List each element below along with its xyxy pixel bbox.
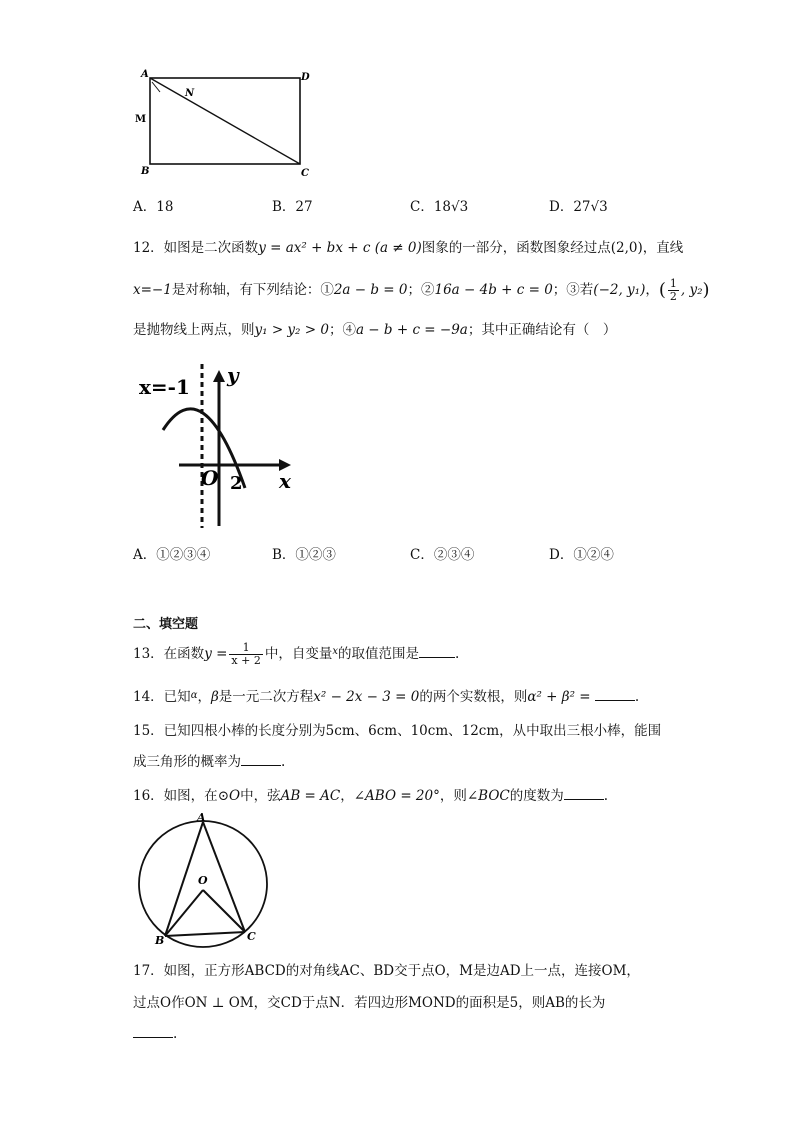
denominator: x + 2: [231, 654, 261, 667]
q14-line: [133, 686, 639, 707]
math-inequality: y₁ > y₂ > 0: [254, 322, 329, 338]
label-m: M: [135, 114, 147, 125]
text: 16．如图，在: [133, 788, 218, 804]
paren-open: (: [658, 279, 666, 301]
q11-option-c[interactable]: [410, 197, 468, 217]
text: ；其中正确结论有（ ）: [467, 322, 617, 338]
q12-line-1: [133, 238, 683, 258]
q11-option-a[interactable]: [133, 197, 173, 217]
label-c: C: [301, 168, 309, 179]
math-conclusion-2: 16a − 4b + c = 0: [434, 282, 553, 298]
q17-line-3: [133, 1023, 177, 1044]
math-ask: ∠BOC: [466, 788, 510, 804]
math-alpha: α: [190, 690, 198, 701]
q12-option-d[interactable]: [549, 545, 614, 565]
answer-blank[interactable]: [595, 686, 635, 701]
denominator: 2: [669, 290, 677, 303]
math-x: x: [332, 646, 338, 657]
label-o: O: [198, 874, 208, 887]
segment-ob: [165, 890, 203, 936]
numerator: 1: [669, 277, 677, 290]
text: ，: [340, 788, 354, 804]
option-letter: A．: [133, 547, 157, 563]
q11-option-d[interactable]: [549, 197, 608, 217]
option-letter: C．: [410, 199, 434, 215]
text: ；④: [328, 322, 356, 338]
text: 成三角形的概率为: [133, 754, 241, 770]
math-point-1: (−2, y₁): [593, 282, 646, 298]
x-label: x: [279, 469, 291, 493]
answer-blank[interactable]: [133, 1023, 173, 1038]
text: ，直线: [642, 240, 684, 256]
text: ；②: [407, 282, 435, 298]
math-y2: , y₂: [680, 282, 703, 298]
math-point: (2,0): [610, 240, 643, 256]
segment-oc: [203, 890, 245, 932]
option-letter: A．: [133, 199, 157, 215]
q12-option-a[interactable]: [133, 545, 210, 565]
label-a: A: [141, 69, 149, 80]
q12-line-3: [133, 320, 616, 340]
math-conclusion-4: a − b + c = −9a: [355, 322, 468, 338]
text: ；③若: [552, 282, 594, 298]
numerator: 1: [229, 642, 262, 655]
text: 13．在函数: [133, 646, 205, 662]
symmetry-label: x=-1: [139, 375, 190, 399]
math-beta: β: [210, 689, 219, 705]
math-expression: α² + β² =: [527, 689, 591, 705]
option-letter: C．: [410, 547, 434, 563]
math-equation: x² − 2x − 3 = 0: [313, 689, 420, 705]
option-text: 18√3: [433, 199, 469, 215]
text: ，: [197, 689, 211, 705]
option-text: ①②④: [573, 547, 614, 563]
q15-line-1: 15．已知四根小棒的长度分别为5cm、6cm、10cm、12cm，从中取出三根小棒，能围: [133, 723, 662, 739]
option-letter: D．: [549, 199, 574, 215]
parabola-figure: [133, 360, 303, 532]
q13-line: [133, 642, 459, 667]
math-axis: x=−1: [133, 282, 172, 298]
q17-line-2: 过点O作ON ⊥ OM，交CD于点N．若四边形MOND的面积是5，则AB的长为: [133, 995, 606, 1011]
chord-ac: [203, 822, 245, 932]
paren-close: ): [702, 279, 710, 301]
q16-line: [133, 785, 608, 806]
text: 图象的一部分，函数图象经过点: [421, 240, 611, 256]
rectangle-figure: [130, 66, 330, 184]
option-text: 27: [295, 199, 313, 215]
section-title: 二、填空题: [133, 617, 199, 632]
text: 中，弦: [240, 788, 281, 804]
label-d: D: [301, 72, 310, 83]
q15-line-2: [133, 751, 285, 772]
two-label: 2: [230, 473, 243, 494]
math-circle: ⊙O: [217, 788, 241, 804]
q17-line-1: 17．如图，正方形ABCD的对角线AC、BD交于点O，M是边AD上一点，连接OM，: [133, 963, 640, 979]
text: 是一元二次方程: [218, 689, 314, 705]
text: 12．如图是二次函数: [133, 240, 259, 256]
math-conclusion-1: 2a − b = 0: [333, 282, 408, 298]
q12-option-c[interactable]: [410, 545, 474, 565]
option-letter: B．: [272, 199, 296, 215]
answer-blank[interactable]: [241, 751, 281, 766]
option-text: ②③④: [433, 547, 475, 563]
text: 的两个实数根，则: [419, 689, 528, 705]
label-n: N: [185, 88, 195, 99]
origin-label: O: [201, 466, 219, 490]
text: ，则: [439, 788, 467, 804]
text: ，: [645, 282, 659, 298]
text: 是对称轴，有下列结论：①: [171, 282, 334, 298]
option-text: ①②③④: [156, 547, 211, 563]
text: 是抛物线上两点，则: [133, 322, 255, 338]
text: 的取值范围是: [337, 646, 419, 662]
text: .: [173, 1026, 178, 1042]
fraction: [668, 278, 679, 303]
answer-blank[interactable]: [564, 785, 604, 800]
math-function: y = ax² + bx + c: [258, 240, 371, 256]
label-b: B: [155, 934, 165, 947]
label-b: B: [141, 166, 150, 177]
circle-figure: [133, 810, 273, 950]
text: .: [603, 788, 609, 804]
option-letter: B．: [272, 547, 296, 563]
diagonal-ac: [150, 78, 300, 164]
q12-line-2: [133, 278, 710, 303]
math-y: y =: [204, 646, 228, 662]
option-text: 18: [156, 199, 174, 215]
text: .: [281, 754, 286, 770]
math-condition: (a ≠ 0): [374, 240, 422, 256]
text: .: [634, 689, 640, 705]
text: .: [454, 646, 460, 662]
q11-option-b[interactable]: [272, 197, 313, 217]
fraction: [229, 642, 262, 667]
y-axis-arrow: [213, 370, 225, 382]
math-angle: ∠ABO = 20°: [353, 788, 440, 804]
answer-blank[interactable]: [419, 643, 455, 658]
option-letter: D．: [549, 547, 574, 563]
label-c: C: [247, 930, 256, 943]
math-chord: AB = AC: [280, 788, 341, 804]
q12-option-b[interactable]: [272, 545, 336, 565]
option-text: 27√3: [573, 199, 608, 215]
option-text: ①②③: [295, 547, 336, 563]
label-a: A: [197, 811, 206, 824]
chord-bc: [165, 932, 245, 936]
text: 中，自变量: [264, 646, 333, 662]
text: 14．已知: [133, 689, 191, 705]
y-label: y: [227, 363, 239, 387]
text: 的度数为: [509, 788, 564, 804]
